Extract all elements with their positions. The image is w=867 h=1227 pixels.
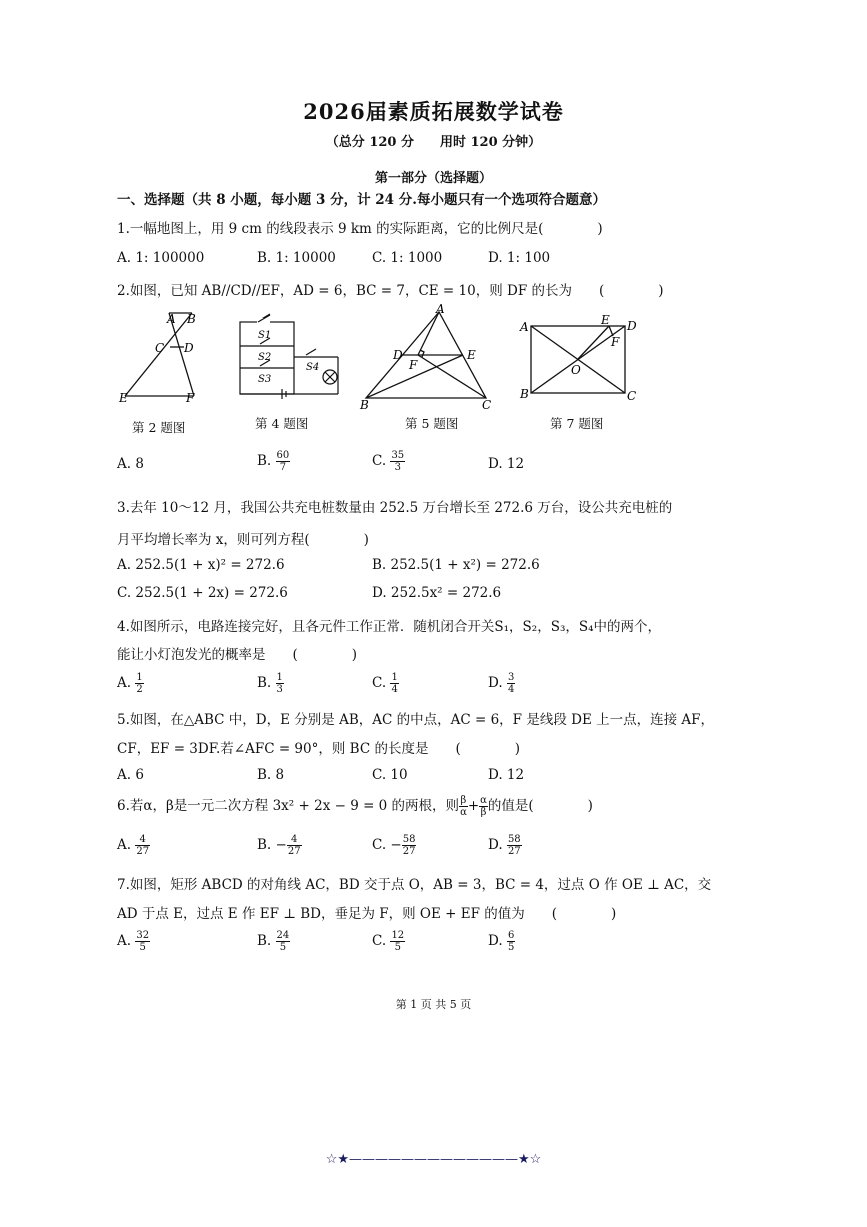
fig7-label-b: B [520, 387, 529, 401]
q3-option-b: B. 252.5(1 + x²) = 272.6 [372, 557, 540, 573]
fig4-label-s3: S3 [258, 374, 272, 385]
question-5-line-1: 5.如图，在△ABC 中，D，E 分别是 AB，AC 的中点，AC = 6，F 是线段 DE 上一点，连接 AF， [117, 712, 714, 728]
fig7-label-o: O [571, 363, 581, 377]
q5-option-b: B. 8 [257, 767, 285, 783]
q7-option-a: A. $\frac{32}{5}$ [117, 930, 150, 953]
fig7-label-e: E [601, 313, 610, 327]
q6-option-a: A. $\frac{4}{27}$ [117, 834, 150, 857]
q2-option-b: B. $\frac{60}{7}$ [257, 450, 290, 473]
caption-figure-7: 第 7 题图 [550, 416, 604, 431]
fig2-label-f: F [186, 391, 195, 404]
q3-option-d: D. 252.5x² = 272.6 [372, 585, 502, 601]
q1-option-d: D. 1: 100 [488, 250, 551, 266]
question-5-line-2: CF，EF = 3DF.若∠AFC = 90°，则 BC 的长度是 ( ) [117, 741, 520, 757]
fig7-label-a: A [520, 320, 529, 334]
q2-option-a: A. 8 [117, 456, 144, 472]
q5-option-c: C. 10 [372, 767, 408, 783]
fig2-label-c: C [155, 341, 165, 355]
section-heading: 一、选择题（共 8 小题，每小题 3 分，计 24 分.每小题只有一个选项符合题意） [117, 192, 606, 208]
q3-option-a: A. 252.5(1 + x)² = 272.6 [117, 557, 285, 573]
caption-figure-4: 第 4 题图 [255, 416, 309, 431]
part-heading: 第一部分（选择题） [374, 171, 492, 186]
caption-figure-5: 第 5 题图 [405, 416, 459, 431]
q5-option-a: A. 6 [117, 767, 144, 783]
exam-info: （总分 120 分 用时 120 分钟） [325, 135, 542, 150]
q5-option-d: D. 12 [488, 767, 525, 783]
q3-option-c: C. 252.5(1 + 2x) = 272.6 [117, 585, 288, 601]
page-footer: 第 1 页 共 5 页 [395, 998, 472, 1011]
question-4-line-2: 能让小灯泡发光的概率是 ( ) [117, 647, 358, 663]
q1-option-c: C. 1: 1000 [372, 250, 443, 266]
q6-option-c: C. − $\frac{58}{27}$ [372, 834, 416, 857]
caption-figure-2: 第 2 题图 [132, 420, 186, 435]
q4-option-b: B. $\frac{1}{3}$ [257, 672, 283, 695]
fig4-label-s1: S1 [258, 330, 272, 341]
question-4-line-1: 4.如图所示，电路连接完好，且各元件工作正常．随机闭合开关S₁，S₂，S₃，S₄中的两个， [117, 619, 662, 635]
fig7-label-f: F [611, 335, 620, 349]
q7-option-d: D. $\frac{6}{5}$ [488, 930, 515, 953]
q6-option-d: D. $\frac{58}{27}$ [488, 834, 521, 857]
figure-2 [112, 308, 212, 404]
fig4-label-s2: S2 [258, 352, 272, 363]
fig5-label-a: A [436, 302, 445, 316]
fig4-label-s4: S4 [306, 362, 320, 373]
q7-option-b: B. $\frac{24}{5}$ [257, 930, 290, 953]
q2-option-d: D. 12 [488, 456, 525, 472]
fig7-label-c: C [627, 389, 637, 403]
q4-option-d: D. $\frac{3}{4}$ [488, 672, 515, 695]
q2-option-c: C. $\frac{35}{3}$ [372, 450, 405, 473]
fig2-label-b: B [187, 312, 196, 326]
fig2-label-d: D [184, 341, 194, 355]
q6-option-b: B. − $\frac{4}{27}$ [257, 834, 301, 857]
q4-option-a: A. $\frac{1}{2}$ [117, 672, 143, 695]
page-title: 2026届素质拓展数学试卷 [303, 99, 564, 124]
fig5-label-c: C [482, 398, 492, 412]
fig2-label-e: E [119, 391, 128, 404]
question-7-line-1: 7.如图，矩形 ABCD 的对角线 AC，BD 交于点 O，AB = 3，BC = 4，过点 O 作 OE ⊥ AC，交 [117, 877, 712, 893]
fig2-label-a: A [167, 312, 176, 326]
fig5-label-e: E [467, 348, 476, 362]
question-3-line-2: 月平均增长率为 x，则可列方程( ) [117, 532, 369, 548]
question-2-text: 2.如图，已知 AB//CD//EF，AD = 6，BC = 7，CE = 10，则 DF 的长为 ( ) [117, 283, 664, 299]
fig5-label-b: B [360, 398, 369, 412]
question-7-line-2: AD 于点 E，过点 E 作 EF ⊥ BD，垂足为 F，则 OE + EF 的值为 ( ) [117, 906, 617, 922]
q1-option-b: B. 1: 10000 [257, 250, 336, 266]
decorative-divider: ☆★—————————————★☆ [325, 1152, 542, 1167]
q1-option-a: A. 1: 100000 [117, 250, 205, 266]
fig7-label-d: D [627, 319, 637, 333]
figure-7 [515, 312, 645, 407]
question-3-line-1: 3.去年 10～12 月，我国公共充电桩数量由 252.5 万台增长至 272.6 万台，设公共充电桩的 [117, 500, 673, 516]
figure-4 [230, 310, 350, 405]
figure-5 [357, 302, 502, 414]
fig5-label-d: D [393, 348, 403, 362]
q7-option-c: C. $\frac{12}{5}$ [372, 930, 405, 953]
fig5-label-f: F [409, 358, 418, 372]
q4-option-c: C. $\frac{1}{4}$ [372, 672, 398, 695]
question-6-text: 6.若α，β是一元二次方程 3x² + 2x − 9 = 0 的两根，则 $\frac{\beta}{\alpha}$ + $\frac{\alpha}{\beta}$ 的值是( ) [117, 795, 593, 818]
question-1-text: 1.一幅地图上，用 9 cm 的线段表示 9 km 的实际距离，它的比例尺是( ) [117, 221, 603, 237]
